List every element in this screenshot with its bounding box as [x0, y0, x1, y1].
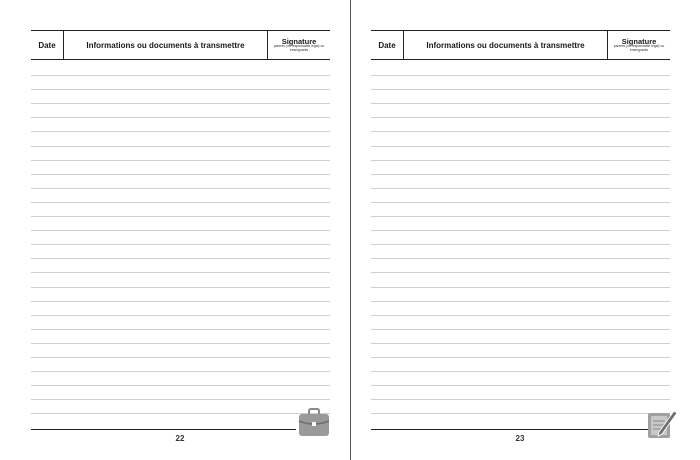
ruled-line: [31, 357, 330, 358]
column-signature-header: [268, 31, 330, 59]
ruled-line: [31, 413, 330, 414]
ruled-line: [31, 160, 330, 161]
page-number: 23: [515, 434, 525, 443]
ruled-line: [371, 117, 670, 118]
ruled-line: [371, 174, 670, 175]
ruled-line: [371, 160, 670, 161]
ruled-line: [31, 399, 330, 400]
column-date-header: Date: [31, 31, 64, 59]
ruled-line: [31, 287, 330, 288]
ruled-line: [31, 216, 330, 217]
ruled-line: [371, 357, 670, 358]
column-date-header: Date: [371, 31, 404, 59]
ruled-line: [371, 89, 670, 90]
ruled-line: [371, 272, 670, 273]
ruled-line: [371, 202, 670, 203]
ruled-line: [371, 413, 670, 414]
ruled-line: [371, 385, 670, 386]
ruled-line: [31, 315, 330, 316]
notepad-pencil-icon: [645, 408, 678, 440]
ruled-line: [31, 385, 330, 386]
ruled-line: [371, 131, 670, 132]
ruled-line: [371, 287, 670, 288]
ruled-line: [31, 188, 330, 189]
signature-subtitle: parents (ou responsable légal) ou enseignants: [613, 44, 665, 52]
page-right: [350, 0, 700, 460]
ruled-line: [371, 75, 670, 76]
ruled-line: [371, 315, 670, 316]
ruled-line: [31, 230, 330, 231]
ruled-line: [371, 258, 670, 259]
ruled-line: [371, 103, 670, 104]
briefcase-icon: [297, 408, 331, 438]
ruled-line: [31, 329, 330, 330]
ruled-line: [31, 117, 330, 118]
ruled-line: [31, 258, 330, 259]
column-signature-header: [608, 31, 670, 59]
ruled-line: [31, 75, 330, 76]
ruled-line: [31, 146, 330, 147]
ruled-line: [371, 230, 670, 231]
bottom-rule: [371, 429, 653, 430]
ruled-line: [371, 301, 670, 302]
column-info-header: Informations ou documents à transmettre: [64, 31, 268, 59]
ruled-line: [371, 329, 670, 330]
ruled-line: [31, 89, 330, 90]
ruled-line: [371, 188, 670, 189]
ruled-line: [371, 244, 670, 245]
ruled-line: [371, 343, 670, 344]
ruled-line: [31, 103, 330, 104]
signature-title: Signature: [621, 36, 657, 46]
ruled-line: [371, 371, 670, 372]
ruled-line: [371, 216, 670, 217]
table-header: [371, 30, 670, 60]
ruled-line: [371, 146, 670, 147]
ruled-line: [31, 301, 330, 302]
page-number: 22: [175, 434, 185, 443]
ruled-line: [31, 244, 330, 245]
signature-subtitle: parents (ou responsable légal) ou enseignants: [273, 44, 325, 52]
table-header: [31, 30, 330, 60]
column-info-header: Informations ou documents à transmettre: [404, 31, 608, 59]
writing-lines: [371, 60, 670, 430]
ruled-line: [31, 343, 330, 344]
writing-lines: [31, 60, 330, 430]
ruled-line: [31, 371, 330, 372]
ruled-line: [31, 131, 330, 132]
ruled-line: [31, 202, 330, 203]
ruled-line: [31, 174, 330, 175]
bottom-rule: [31, 429, 296, 430]
ruled-line: [31, 272, 330, 273]
ruled-line: [371, 399, 670, 400]
signature-title: Signature: [281, 36, 317, 46]
